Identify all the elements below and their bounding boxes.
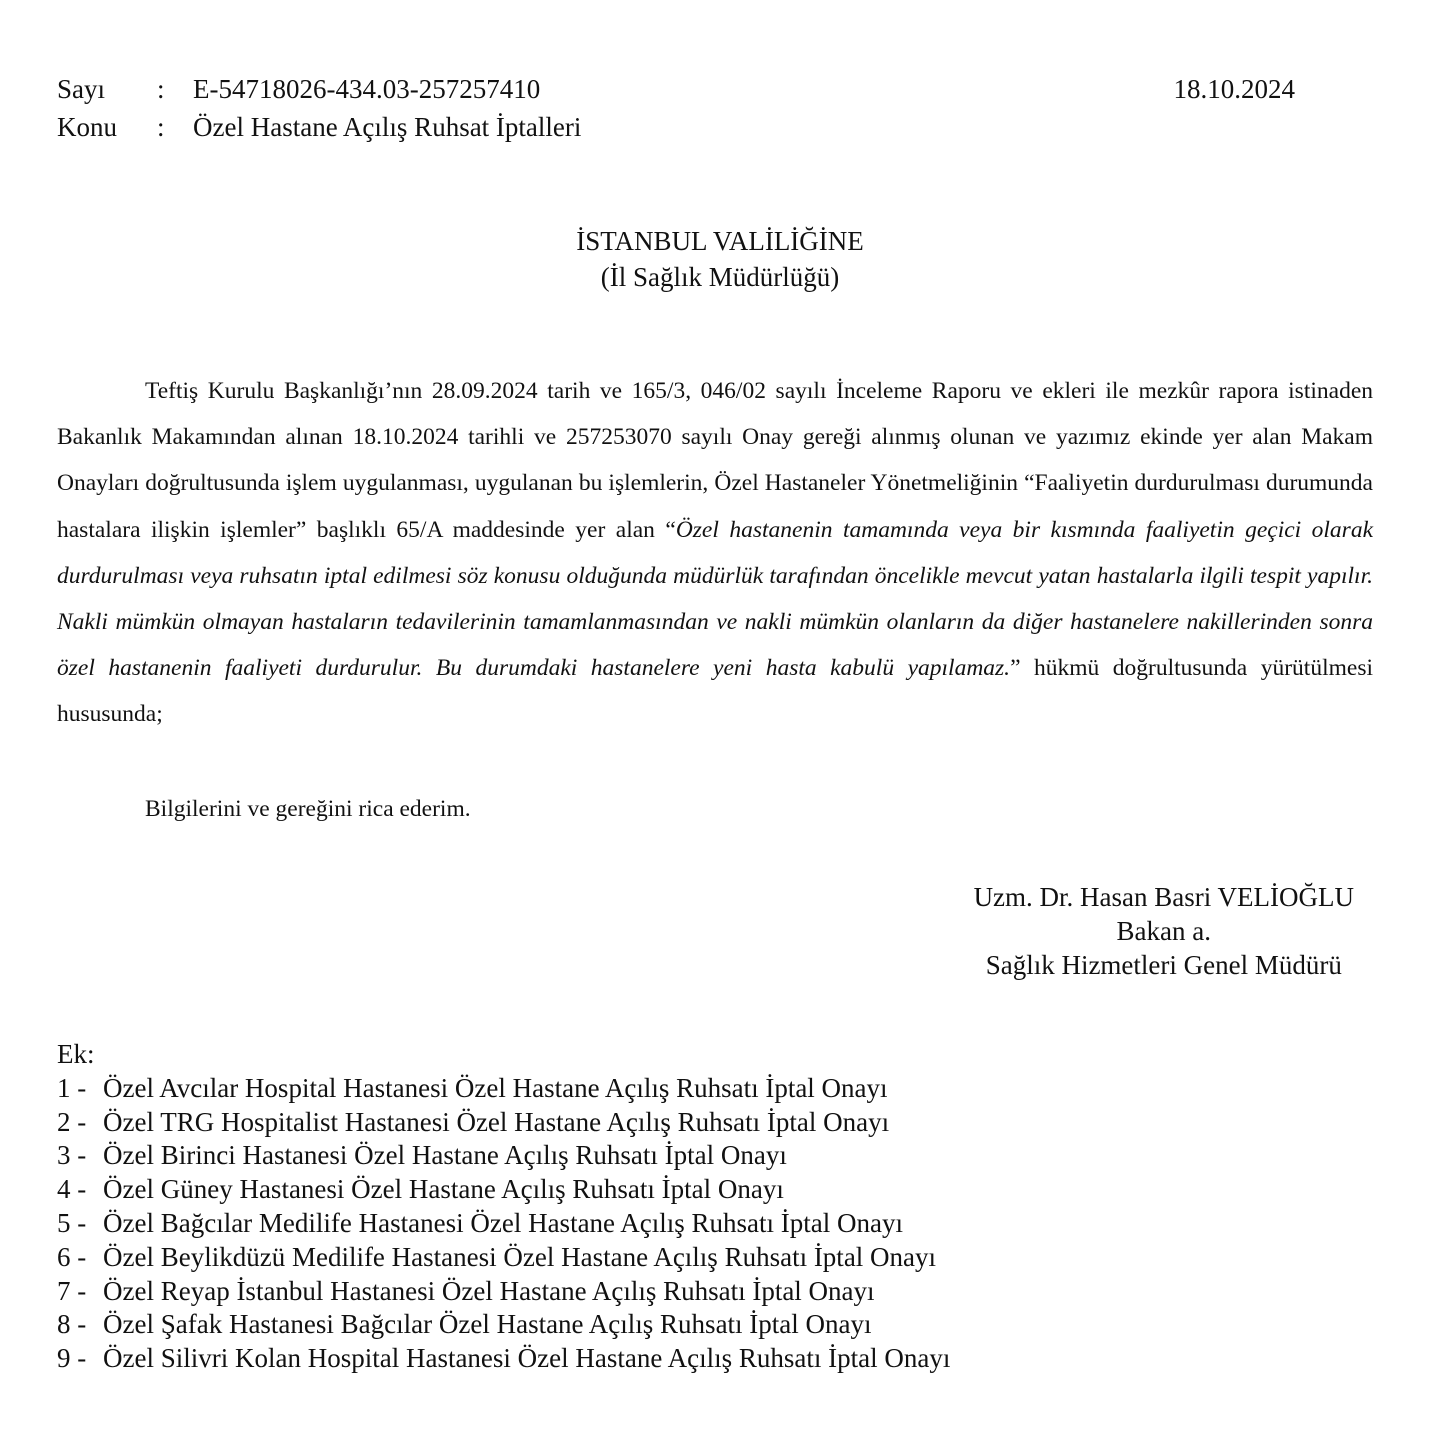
signatory-title: Sağlık Hizmetleri Genel Müdürü (985, 950, 1342, 980)
attachment-number: 7 - (57, 1275, 87, 1306)
konu-colon: : (157, 112, 165, 142)
attachment-text: Özel Birinci Hastanesi Özel Hastane Açılış Ruhsatı İptal Onayı (103, 1140, 787, 1171)
attachment-number: 1 - (57, 1072, 87, 1103)
attachment-item (57, 1139, 950, 1173)
attachment-item (57, 1308, 950, 1342)
sayi-row (57, 71, 540, 107)
sayi-label: Sayı (57, 74, 106, 104)
attachment-number: 8 - (57, 1309, 87, 1340)
attachment-item (57, 1072, 950, 1106)
closing-line: Bilgilerini ve gereğini rica ederim. (145, 796, 471, 822)
attachment-item (57, 1241, 950, 1275)
attachment-text: Özel TRG Hospitalist Hastanesi Özel Hastane Açılış Ruhsatı İptal Onayı (103, 1106, 890, 1137)
attachment-item (57, 1342, 950, 1376)
signatory-capacity: Bakan a. (1116, 916, 1212, 946)
attachment-text: Özel Şafak Hastanesi Bağcılar Özel Hastane Açılış Ruhsatı İptal Onayı (103, 1309, 872, 1340)
konu-value: Özel Hastane Açılış Ruhsat İptalleri (193, 112, 582, 142)
body-paragraph (57, 368, 1373, 738)
addressee-subtitle: (İl Sağlık Müdürlüğü) (600, 262, 840, 292)
attachment-number: 9 - (57, 1343, 87, 1374)
attachment-text: Özel Avcılar Hospital Hastanesi Özel Hastane Açılış Ruhsatı İptal Onayı (103, 1072, 888, 1103)
attachment-number: 6 - (57, 1241, 87, 1272)
konu-row (57, 109, 581, 145)
attachments-section (57, 1038, 950, 1376)
attachment-text: Özel Reyap İstanbul Hastanesi Özel Hastane Açılış Ruhsatı İptal Onayı (103, 1275, 875, 1306)
attachment-item (57, 1106, 950, 1140)
attachment-number: 4 - (57, 1174, 87, 1205)
attachment-number: 5 - (57, 1207, 87, 1238)
addressee-title: İSTANBUL VALİLİĞİNE (576, 226, 864, 256)
konu-label: Konu (57, 112, 117, 142)
attachment-text: Özel Güney Hastanesi Özel Hastane Açılış Ruhsatı İptal Onayı (103, 1174, 784, 1205)
regulation-quote: Özel hastanenin tamamında veya bir kısmında faaliyetin geçici olarak durdurulması veya ruhsatın iptal edilmesi söz konusu olduğunda müdürlük tarafından öncelikle mevcut yatan hastalarla ilgili tespit yapılır. Nakli mümkün olmayan hastaların tedavilerinin tamamlanmasından ve nakli mümkün olanların da diğer hastanelere nakillerinden sonra özel hastanenin faaliyeti durdurulur. Bu durumdaki hastanelere yeni hasta kabulü yapılamaz. (57, 516, 1373, 682)
sayi-value: E-54718026-434.03-257257410 (193, 74, 541, 104)
attachment-number: 3 - (57, 1140, 87, 1171)
letter-body (57, 368, 1373, 738)
signature-block (974, 880, 1354, 982)
attachment-text: Özel Silivri Kolan Hospital Hastanesi Özel Hastane Açılış Ruhsatı İptal Onayı (103, 1343, 951, 1374)
document-date: 18.10.2024 (1173, 74, 1295, 104)
attachments-list (57, 1072, 950, 1376)
signatory-name: Uzm. Dr. Hasan Basri VELİOĞLU (973, 882, 1354, 912)
attachment-number: 2 - (57, 1106, 87, 1137)
attachment-text: Özel Beylikdüzü Medilife Hastanesi Özel Hastane Açılış Ruhsatı İptal Onayı (103, 1241, 937, 1272)
body-part-1: Teftiş Kurulu Başkanlığı’nın 28.09.2024 tarih ve 165/3, 046/02 sayılı İnceleme Raporu ve ekleri ile mezkûr rapora istinaden Bakanlık Makamından alınan 18.10.2024 tarihli ve 257253070 sayılı Onay gereği alınmış olunan ve yazımız ekinde yer alan Makam Onayları doğrultusunda işlem uygulanması, uygulanan bu işlemlerin, Özel Hastaneler Yönetmeliğinin “Faaliyetin durdurulması durumunda hastalara ilişkin işlemler” başlıklı 65/A maddesinde yer alan “ (57, 378, 1373, 543)
attachment-item (57, 1275, 950, 1309)
sayi-colon: : (157, 74, 165, 104)
attachment-item (57, 1207, 950, 1241)
attachment-text: Özel Bağcılar Medilife Hastanesi Özel Hastane Açılış Ruhsatı İptal Onayı (103, 1207, 904, 1238)
attachment-item (57, 1173, 950, 1207)
attachments-heading: Ek: (57, 1039, 95, 1069)
body-part-2: ” hükmü doğrultusunda yürütülmesi hususunda; (57, 655, 1373, 728)
